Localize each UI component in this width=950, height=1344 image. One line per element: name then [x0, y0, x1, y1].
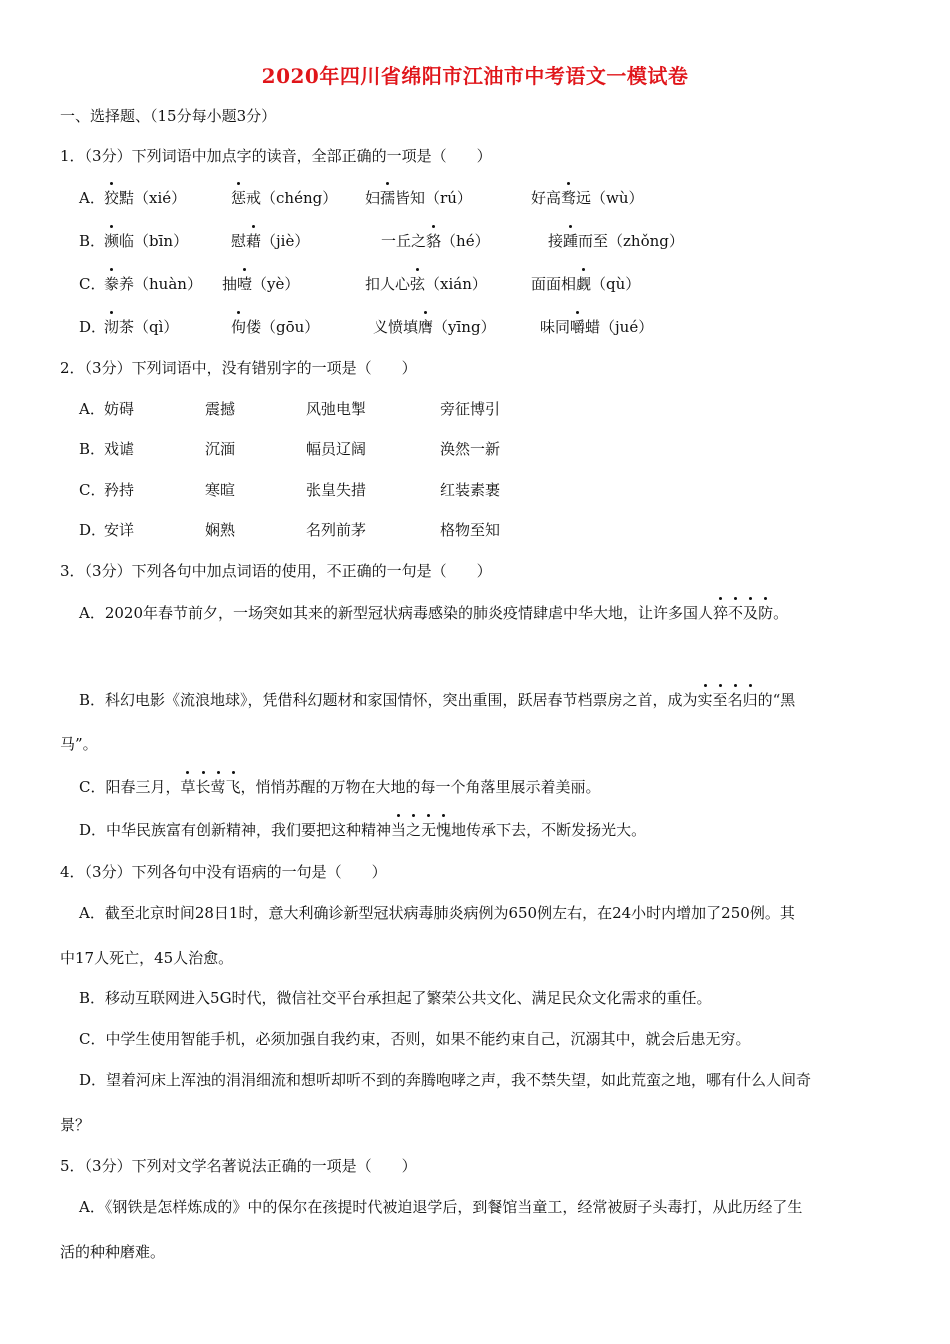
item-post: （qù）	[591, 275, 641, 293]
question-3-option-d	[79, 819, 646, 841]
option-item: 寒暄	[205, 481, 236, 499]
item-pre: 妇	[365, 189, 381, 207]
option-item: 旁征博引	[440, 400, 501, 418]
dotted-char: 觑	[576, 275, 592, 293]
item-pre: 接	[548, 232, 564, 250]
option-item	[222, 273, 299, 295]
option-item	[231, 316, 319, 338]
option-item	[531, 273, 640, 295]
text-pre: C．阳春三月，	[79, 778, 181, 796]
question-4-option-c: C．中学生使用智能手机，必须加强自我约束，否则，如果不能约束自己，沉溺其中，就会后患无穷。	[79, 1030, 751, 1048]
dotted-char: 防	[758, 604, 774, 622]
item-pre: 好高	[531, 189, 562, 207]
question-3-option-a	[79, 602, 788, 624]
dotted-char: 踵	[563, 232, 579, 250]
option-letter: D．	[79, 318, 107, 336]
question-4-option-d-cont: 景？	[60, 1116, 91, 1134]
option-item	[231, 230, 309, 252]
question-3-option-b	[79, 689, 795, 711]
text-pre: A．2020年春节前夕，一场突如其来的新型冠状病毒感染的肺炎疫情肆虐中华大地，让许多国人	[79, 604, 714, 622]
item-post: （jiè）	[261, 232, 310, 250]
dotted-char: 豢	[104, 275, 120, 293]
text-pre: D．中华民族富有创新精神，我们要把这种精神	[79, 821, 392, 839]
option-letter: C．	[79, 275, 106, 293]
dotted-char: 名	[727, 691, 743, 709]
option-item	[381, 230, 490, 252]
option-letter: B．	[79, 232, 106, 250]
option-letter: A．	[79, 400, 105, 418]
text-post: ，悄悄苏醒的万物在大地的每一个角落里展示着美丽。	[240, 778, 601, 796]
dotted-char: 藉	[246, 232, 262, 250]
item-pre: 慰	[231, 232, 247, 250]
question-4-option-a: A．截至北京时间28日1时，意大利确诊新型冠状病毒肺炎病例为650例左右，在24小时内增加了250例。其	[79, 904, 795, 922]
dotted-char: 沏	[104, 318, 120, 336]
dotted-char: 猝	[713, 604, 729, 622]
dotted-char: 惩	[231, 189, 247, 207]
item-post: （yè）	[252, 275, 300, 293]
question-4-option-b: B．移动互联网进入5G时代，微信社交平台承担起了繁荣公共文化、满足民众文化需求的重任。	[79, 989, 712, 1007]
dotted-char: 噎	[237, 275, 253, 293]
page-title: 2020年四川省绵阳市江油市中考语文一模试卷	[261, 64, 689, 88]
text-post: 的“黑	[757, 691, 796, 709]
dotted-char: 飞	[225, 778, 241, 796]
item-post: 养（huàn）	[119, 275, 202, 293]
dotted-char: 至	[712, 691, 728, 709]
item-pre: 面面相	[531, 275, 577, 293]
item-post: 戒（chéng）	[246, 189, 338, 207]
option-letter: D．	[79, 521, 107, 539]
question-5-stem: 5．（3分）下列对文学名著说法正确的一项是（ ）	[60, 1157, 417, 1175]
dotted-char: 不	[728, 604, 744, 622]
option-item: 幅员辽阔	[306, 440, 367, 458]
question-5-option-a: A．《钢铁是怎样炼成的》中的保尔在孩提时代被迫退学后，到餐馆当童工，经常被厨子头毒打，从此历经了生	[79, 1198, 803, 1216]
item-post: （xián）	[425, 275, 487, 293]
item-pre: 一丘之	[381, 232, 427, 250]
text-post: 。	[773, 604, 789, 622]
option-item	[531, 187, 644, 209]
dotted-char: 佝	[231, 318, 247, 336]
question-4-option-d: D．望着河床上浑浊的涓涓细流和想听却听不到的奔腾咆哮之声，我不禁失望，如此荒蛮之地，哪有什么人间奇	[79, 1071, 812, 1089]
option-item: 张皇失措	[306, 481, 367, 499]
question-3-stem: 3．（3分）下列各句中加点词语的使用，不正确的一句是（ ）	[60, 562, 492, 580]
dotted-phrase	[180, 778, 240, 796]
option-item	[540, 316, 653, 338]
section-heading: 一、选择题、（15分每小题3分）	[60, 107, 277, 125]
option-item	[231, 187, 337, 209]
option-item	[104, 187, 186, 209]
option-item: 涣然一新	[440, 440, 501, 458]
text-post: 地传承下去，不断发扬光大。	[451, 821, 647, 839]
item-post: （hé）	[441, 232, 490, 250]
option-letter: C．	[79, 481, 106, 499]
dotted-char: 嚼	[570, 318, 586, 336]
question-3-option-c	[79, 776, 601, 798]
option-item: 娴熟	[205, 521, 236, 539]
option-letter: B．	[79, 440, 106, 458]
option-item: 风弛电掣	[306, 400, 367, 418]
item-post: 远（wù）	[576, 189, 644, 207]
option-item: 安详	[104, 521, 135, 539]
dotted-char: 草	[180, 778, 196, 796]
dotted-char: 之	[406, 821, 422, 839]
item-post: 蜡（jué）	[585, 318, 654, 336]
item-post: （yīng）	[433, 318, 496, 336]
dotted-char: 骛	[561, 189, 577, 207]
option-item: 妨碍	[104, 400, 135, 418]
dotted-phrase	[698, 691, 758, 709]
dotted-char: 实	[697, 691, 713, 709]
option-item	[104, 230, 188, 252]
item-post: 茶（qì）	[119, 318, 179, 336]
dotted-char: 愧	[436, 821, 452, 839]
option-item: 沉湎	[205, 440, 236, 458]
dotted-char: 无	[421, 821, 437, 839]
option-item	[548, 230, 684, 252]
item-post: 黠（xié）	[119, 189, 187, 207]
option-item: 戏谑	[104, 440, 135, 458]
question-5-option-a-cont: 活的种种磨难。	[60, 1243, 166, 1261]
item-post: 偻（gōu）	[246, 318, 320, 336]
item-post: 而至（zhǒng）	[578, 232, 684, 250]
option-item: 名列前茅	[306, 521, 367, 539]
question-4-stem: 4．（3分）下列各句中没有语病的一句是（ ）	[60, 863, 387, 881]
option-item	[365, 187, 472, 209]
dotted-char: 濒	[104, 232, 120, 250]
dotted-char: 弦	[410, 275, 426, 293]
option-item	[365, 273, 487, 295]
option-item	[373, 316, 496, 338]
dotted-char: 貉	[426, 232, 442, 250]
option-item: 格物至知	[440, 521, 501, 539]
dotted-phrase	[713, 604, 773, 622]
item-pre: 抽	[222, 275, 238, 293]
dotted-char: 归	[742, 691, 758, 709]
dotted-char: 孺	[380, 189, 396, 207]
question-2-stem: 2．（3分）下列词语中，没有错别字的一项是（ ）	[60, 359, 417, 377]
option-item	[104, 273, 202, 295]
option-item: 矜持	[104, 481, 135, 499]
item-pre: 义愤填	[373, 318, 419, 336]
option-item: 震撼	[205, 400, 236, 418]
item-pre: 扣人心	[365, 275, 411, 293]
question-1-stem: 1．（3分）下列词语中加点字的读音，全部正确的一项是（ ）	[60, 147, 492, 165]
item-post: 临（bīn）	[119, 232, 189, 250]
dotted-phrase	[391, 821, 451, 839]
question-4-option-a-cont: 中17人死亡，45人治愈。	[60, 949, 234, 967]
question-3-option-b-cont: 马”。	[60, 735, 98, 753]
item-pre: 味同	[540, 318, 571, 336]
dotted-char: 莺	[210, 778, 226, 796]
dotted-char: 狡	[104, 189, 120, 207]
option-item: 红装素裹	[440, 481, 501, 499]
item-post: 皆知（rú）	[395, 189, 472, 207]
dotted-char: 及	[743, 604, 759, 622]
dotted-char: 膺	[418, 318, 434, 336]
option-item	[104, 316, 178, 338]
dotted-char: 长	[195, 778, 211, 796]
option-letter: A．	[79, 189, 105, 207]
dotted-char: 当	[391, 821, 407, 839]
text-pre: B．科幻电影《流浪地球》，凭借科幻题材和家国情怀，突出重围，跃居春节档票房之首，成为	[79, 691, 698, 709]
